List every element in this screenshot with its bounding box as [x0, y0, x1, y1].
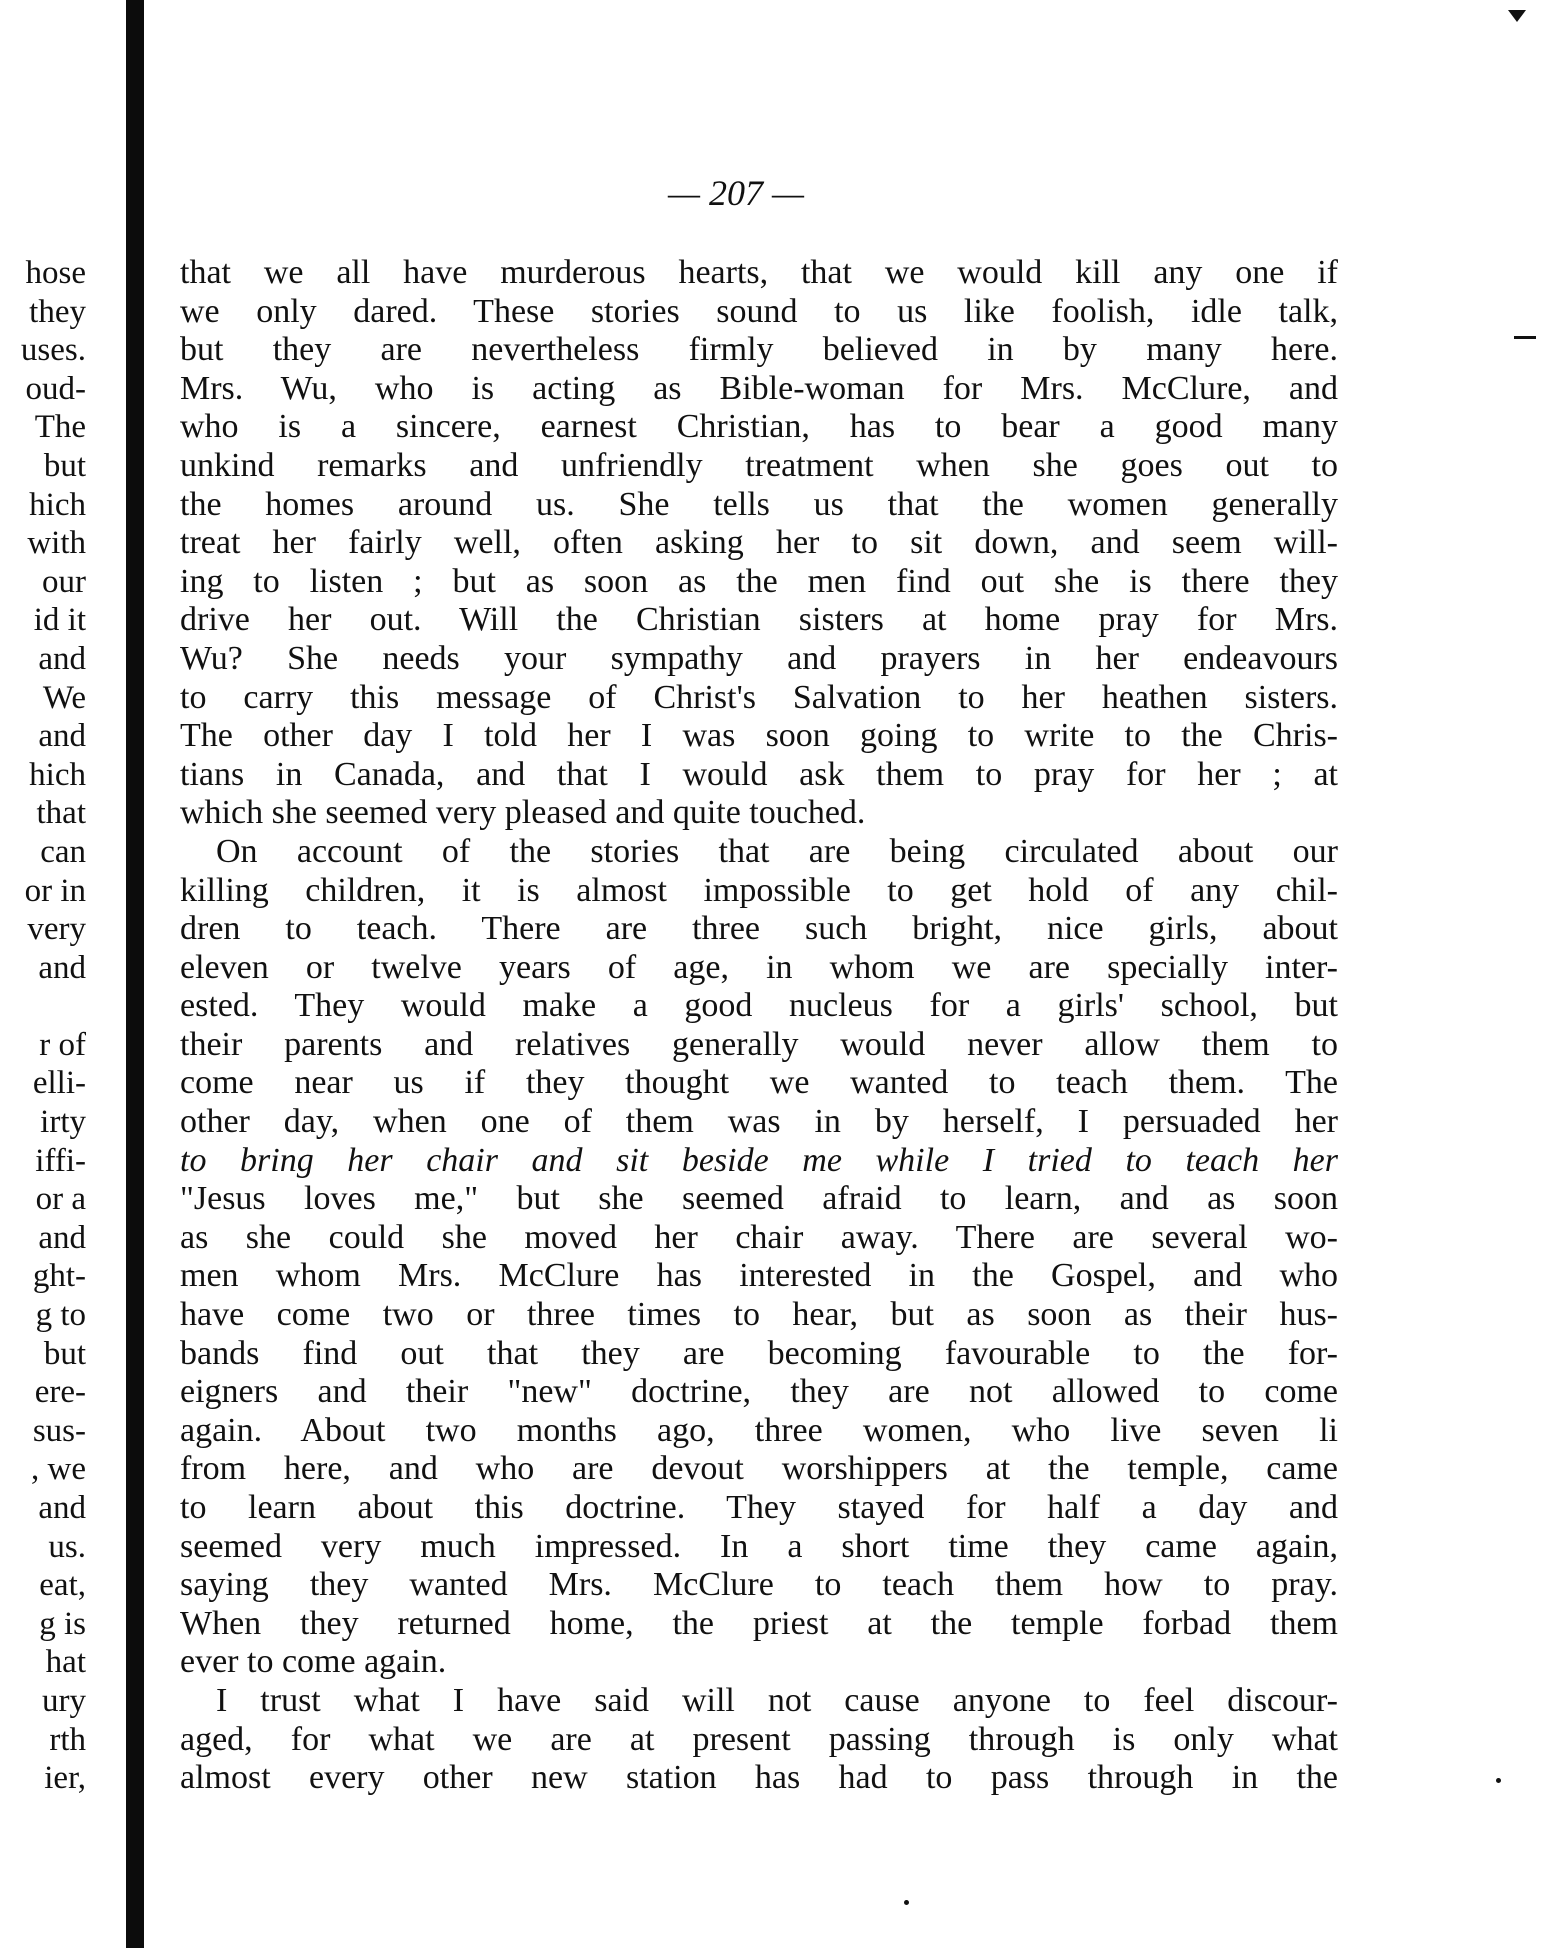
- fragment-line: or in: [24, 872, 86, 909]
- text-line: tians in Canada, and that I would ask them to pray for her ; at: [180, 755, 1338, 793]
- scan-mark-arrow-icon: [1508, 10, 1526, 22]
- text-line: ing to listen ; but as soon as the men find out she is there they: [180, 562, 1338, 600]
- fragment-line: ere-: [34, 1374, 86, 1411]
- text-line: treat her fairly well, often asking her to sit down, and seem will-: [180, 524, 1338, 562]
- text-line: have come two or three times to hear, but as soon as their hus-: [180, 1296, 1338, 1334]
- scan-speck: [904, 1900, 909, 1905]
- text-line: aged, for what we are at present passing through is only what: [180, 1720, 1338, 1758]
- fragment-line: iffi-: [35, 1142, 86, 1179]
- fragment-line: hich: [29, 486, 86, 523]
- text-line: we only dared. These stories sound to us like foolish, idle talk,: [180, 292, 1338, 330]
- text-line: come near us if they thought we wanted to teach them. The: [180, 1064, 1338, 1102]
- text-line: unkind remarks and unfriendly treatment when she goes out to: [180, 446, 1338, 484]
- fragment-line: eat,: [39, 1567, 86, 1604]
- text-line: Wu? She needs your sympathy and prayers in her endeavours: [180, 639, 1338, 677]
- fragment-line: g to: [35, 1297, 86, 1334]
- facing-page-fragments: [0, 254, 86, 1798]
- binding-gutter: [126, 0, 144, 1948]
- text-line: bands find out that they are becoming favourable to the for-: [180, 1334, 1338, 1372]
- text-line: killing children, it is almost impossible to get hold of any chil-: [180, 871, 1338, 909]
- fragment-line: oud-: [25, 370, 86, 407]
- text-line: who is a sincere, earnest Christian, has to bear a good many: [180, 408, 1338, 446]
- fragment-line: sus-: [32, 1412, 86, 1449]
- fragment-line: very: [27, 911, 86, 948]
- text-line: On account of the stories that are being circulated about our: [216, 832, 1338, 870]
- text-line: to bring her chair and sit beside me while I tried to teach her: [180, 1141, 1338, 1179]
- fragment-line: with: [27, 525, 86, 562]
- text-line: eigners and their "new" doctrine, they are not allowed to come: [180, 1373, 1338, 1411]
- fragment-line: that: [36, 795, 86, 832]
- text-line: dren to teach. There are three such bright, nice girls, about: [180, 910, 1338, 948]
- fragment-line: ier,: [44, 1760, 86, 1797]
- page-number: — 207 —: [668, 173, 805, 213]
- text-line: ested. They would make a good nucleus for a girls' school, but: [180, 987, 1338, 1025]
- text-line: from here, and who are devout worshippers at the temple, came: [180, 1450, 1338, 1488]
- fragment-line: uses.: [20, 332, 86, 369]
- text-line: to learn about this doctrine. They stayed for half a day and: [180, 1489, 1338, 1526]
- fragment-line: us.: [48, 1528, 86, 1565]
- fragment-line: irty: [40, 1104, 86, 1141]
- scan-mark-dash: [1514, 336, 1536, 339]
- fragment-line: We: [42, 679, 86, 716]
- fragment-line: and: [38, 949, 86, 986]
- fragment-line: or a: [35, 1181, 86, 1218]
- text-line: I trust what I have said will not cause anyone to feel discour-: [216, 1681, 1338, 1719]
- text-line: other day, when one of them was in by herself, I persuaded her: [180, 1103, 1338, 1141]
- fragment-line: id it: [33, 602, 86, 639]
- text-line: as she could she moved her chair away. There are several wo-: [180, 1218, 1338, 1256]
- fragment-line: hat: [45, 1644, 86, 1681]
- fragment-line: can: [40, 833, 86, 870]
- fragment-line: and: [38, 640, 86, 677]
- fragment-line: but: [43, 1335, 86, 1372]
- fragment-line: ght-: [32, 1258, 86, 1295]
- text-line: "Jesus loves me," but she seemed afraid to learn, and as soon: [180, 1180, 1338, 1218]
- fragment-line: hich: [29, 756, 86, 793]
- text-line: The other day I told her I was soon going to write to the Chris-: [180, 717, 1338, 755]
- text-line: seemed very much impressed. In a short time they came again,: [180, 1527, 1338, 1565]
- fragment-line: , we: [31, 1451, 86, 1488]
- fragment-line: hose: [25, 255, 86, 291]
- text-line: to carry this message of Christ's Salvation to her heathen sisters.: [180, 678, 1338, 716]
- fragment-line: they: [29, 293, 86, 330]
- fragment-line: and: [38, 1490, 86, 1526]
- text-line: eleven or twelve years of age, in whom we are specially inter-: [180, 948, 1338, 986]
- fragment-line: r of: [39, 1026, 86, 1063]
- text-line: men whom Mrs. McClure has interested in the Gospel, and who: [180, 1257, 1338, 1295]
- fragment-line: our: [42, 563, 86, 600]
- fragment-line: and: [38, 718, 86, 755]
- fragment-line: and: [38, 1219, 86, 1256]
- fragment-line: but: [43, 447, 86, 484]
- text-line: Mrs. Wu, who is acting as Bible-woman for Mrs. McClure, and: [180, 369, 1338, 407]
- text-line: again. About two months ago, three women, who live seven li: [180, 1411, 1338, 1449]
- text-line: that we all have murderous hearts, that we would kill any one if: [180, 254, 1338, 291]
- text-line: drive her out. Will the Christian sisters at home pray for Mrs.: [180, 601, 1338, 639]
- text-line: When they returned home, the priest at the temple forbad them: [180, 1604, 1338, 1642]
- scan-speck: [1496, 1778, 1501, 1783]
- text-line: their parents and relatives generally would never allow them to: [180, 1025, 1338, 1063]
- text-line: saying they wanted Mrs. McClure to teach them how to pray.: [180, 1566, 1338, 1604]
- text-line: the homes around us. She tells us that the women generally: [180, 485, 1338, 523]
- fragment-line: ury: [42, 1682, 86, 1719]
- body-text: [180, 254, 1338, 1798]
- fragment-line: elli-: [32, 1065, 86, 1102]
- text-line: almost every other new station has had to pass through in the: [180, 1759, 1338, 1797]
- text-line: which she seemed very pleased and quite touched.: [180, 794, 866, 832]
- fragment-line: The: [34, 409, 86, 446]
- text-line: ever to come again.: [180, 1643, 447, 1681]
- fragment-line: g is: [39, 1605, 86, 1642]
- fragment-line: [0, 987, 86, 1026]
- fragment-line: rth: [49, 1721, 86, 1758]
- text-line: but they are nevertheless firmly believed in by many here.: [180, 331, 1338, 369]
